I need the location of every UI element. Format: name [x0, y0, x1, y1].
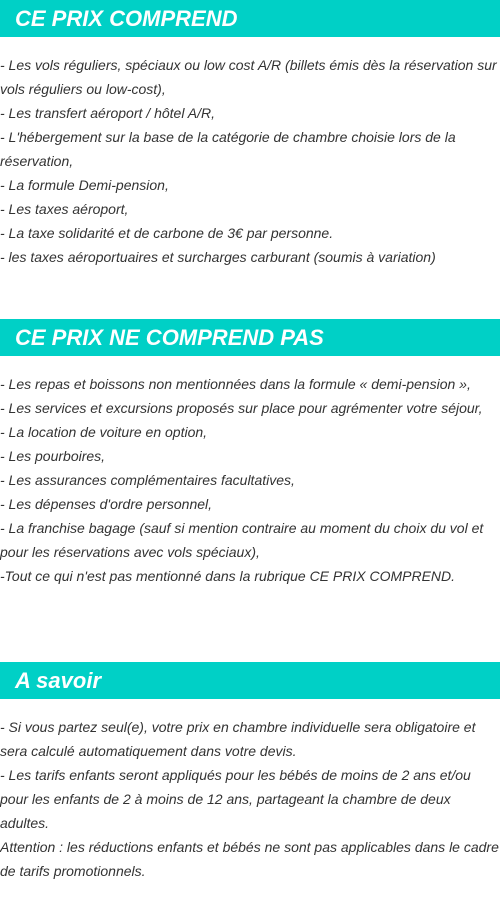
section-list	[0, 53, 500, 269]
list-item: - Les pourboires,	[0, 448, 106, 464]
list-item: - L'hébergement sur la base de la catégorie de chambre choisie lors de la réservation,	[0, 129, 456, 169]
list-item: -Tout ce qui n'est pas mentionné dans la rubrique CE PRIX COMPREND.	[0, 568, 456, 584]
section-title: CE PRIX COMPREND	[0, 0, 500, 37]
list-item: - Si vous partez seul(e), votre prix en chambre individuelle sera obligatoire et sera calculé automatiquement dans votre devis.	[0, 719, 476, 759]
list-item: - La location de voiture en option,	[0, 424, 208, 440]
list-item: - Les tarifs enfants seront appliqués pour les bébés de moins de 2 ans et/ou pour les enfants de 2 à moins de 12 ans, partageant la chambre de deux adultes.	[0, 767, 471, 831]
list-item: - Les services et excursions proposés sur place pour agrémenter votre séjour,	[0, 400, 483, 416]
section-list	[0, 715, 500, 883]
list-item: - Les taxes aéroport,	[0, 201, 129, 217]
list-item: - La taxe solidarité et de carbone de 3€ par personne.	[0, 225, 334, 241]
section-title: A savoir	[0, 662, 500, 699]
list-item: - Les vols réguliers, spéciaux ou low cost A/R (billets émis dès la réservation sur vols réguliers ou low-cost),	[0, 57, 497, 97]
section-title: CE PRIX NE COMPREND PAS	[0, 319, 500, 356]
list-item: - les taxes aéroportuaires et surcharges carburant (soumis à variation)	[0, 249, 436, 265]
section-list	[0, 372, 500, 588]
list-item: - Les transfert aéroport / hôtel A/R,	[0, 105, 216, 121]
list-item: Attention : les réductions enfants et bébés ne sont pas applicables dans le cadre de tarifs promotionnels.	[0, 839, 499, 879]
list-item: - Les assurances complémentaires facultatives,	[0, 472, 295, 488]
list-item: - Les dépenses d'ordre personnel,	[0, 496, 213, 512]
list-item: - La formule Demi-pension,	[0, 177, 169, 193]
section-good-to-know	[0, 662, 500, 883]
list-item: - Les repas et boissons non mentionnées dans la formule « demi-pension »,	[0, 376, 471, 392]
section-price-excludes	[0, 319, 500, 588]
list-item: - La franchise bagage (sauf si mention contraire au moment du choix du vol et pour les réservations avec vols spéciaux),	[0, 520, 484, 560]
section-price-includes	[0, 0, 500, 269]
